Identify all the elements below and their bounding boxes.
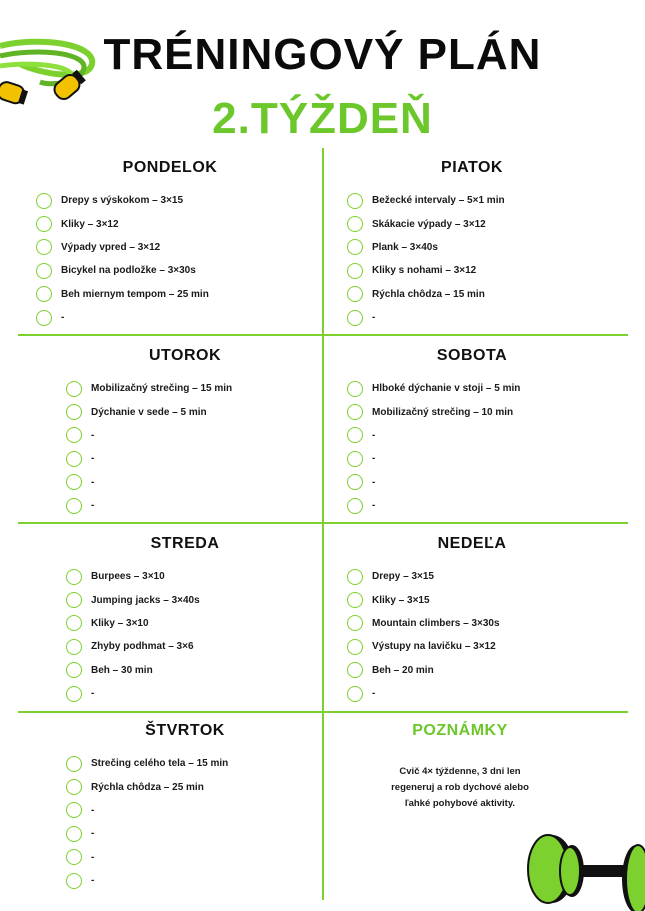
list-item (66, 612, 366, 635)
checkbox[interactable] (347, 310, 363, 326)
row-divider-1 (18, 334, 628, 336)
checkbox[interactable] (66, 451, 82, 467)
notes-line: ľahké pohybové aktivity. (404, 798, 516, 809)
day-title: NEDEĽA (437, 535, 507, 552)
exercise-label: Mobilizačný strečing – 10 min (372, 406, 514, 418)
exercise-label: Bicykel na podložke – 3×30s (61, 265, 196, 277)
notes-line: Cvič 4× týždenne, 3 dni len (399, 766, 521, 777)
list-item (347, 494, 645, 517)
list-item (66, 424, 366, 447)
exercise-label: - (372, 312, 376, 324)
exercise-label: - (91, 688, 95, 700)
exercise-label: Kliky – 3×12 (61, 218, 119, 230)
checkbox[interactable] (36, 216, 52, 232)
exercise-label: Kliky – 3×15 (372, 594, 430, 606)
day-section-utorok (66, 345, 366, 517)
notes-section (322, 720, 598, 812)
list-item (66, 471, 366, 494)
notes-text (322, 764, 598, 812)
list-item (347, 189, 645, 212)
checkbox[interactable] (66, 498, 82, 514)
list-item (66, 659, 366, 682)
day-section-pondelok (36, 157, 336, 329)
list-item (347, 659, 645, 682)
exercise-label: Výpady vpred – 3×12 (61, 241, 161, 253)
list-item (347, 236, 645, 259)
list-item (36, 259, 336, 282)
list-item (66, 799, 366, 822)
row-divider-3 (18, 711, 628, 713)
checkbox[interactable] (347, 451, 363, 467)
checkbox[interactable] (347, 498, 363, 514)
checkbox[interactable] (347, 216, 363, 232)
list-item (347, 306, 645, 329)
list-item (347, 682, 645, 705)
page-title: TRÉNINGOVÝ PLÁN (103, 30, 542, 79)
day-section-nedela (347, 533, 645, 705)
notes-line: regeneruj a rob dychové alebo (391, 782, 529, 793)
checkbox[interactable] (66, 662, 82, 678)
exercise-label: - (91, 875, 95, 887)
exercise-label: - (91, 828, 95, 840)
checkbox[interactable] (66, 639, 82, 655)
checkbox[interactable] (347, 662, 363, 678)
exercise-label: - (91, 429, 95, 441)
list-item (36, 189, 336, 212)
checkbox[interactable] (66, 404, 82, 420)
exercise-label: Plank – 3×40s (372, 241, 438, 253)
exercise-label: Dýchanie v sede – 5 min (91, 406, 207, 418)
day-section-stvrtok (66, 720, 366, 892)
exercise-label: Beh miernym tempom – 25 min (61, 288, 209, 300)
exercise-label: Výstupy na lavičku – 3×12 (372, 641, 496, 653)
exercise-label: Strečing celého tela – 15 min (91, 758, 229, 770)
exercise-label: - (91, 453, 95, 465)
checkbox[interactable] (66, 756, 82, 772)
exercise-label: - (91, 500, 95, 512)
exercise-label: - (372, 476, 376, 488)
list-item (66, 400, 366, 423)
checkbox[interactable] (347, 615, 363, 631)
list-item (66, 752, 366, 775)
list-item (66, 377, 366, 400)
checkbox[interactable] (347, 404, 363, 420)
checkbox[interactable] (347, 639, 363, 655)
list-item (347, 471, 645, 494)
checkbox[interactable] (66, 427, 82, 443)
exercise-label: Kliky s nohami – 3×12 (372, 265, 477, 277)
checkbox[interactable] (66, 615, 82, 631)
day-title: STREDA (150, 535, 220, 552)
list-item (66, 565, 366, 588)
checkbox[interactable] (347, 381, 363, 397)
list-item (347, 424, 645, 447)
checkbox[interactable] (347, 263, 363, 279)
day-title: PIATOK (441, 159, 503, 176)
list-item (36, 283, 336, 306)
week-subtitle: 2.TÝŽDEŇ (212, 94, 433, 143)
checkbox[interactable] (66, 592, 82, 608)
list-item (347, 588, 645, 611)
exercise-label: Beh – 20 min (372, 664, 434, 676)
exercise-label: Burpees – 3×10 (91, 571, 165, 583)
exercise-label: - (372, 688, 376, 700)
day-title: UTOROK (148, 347, 222, 364)
checkbox[interactable] (36, 239, 52, 255)
exercise-label: - (91, 804, 95, 816)
notes-title: POZNÁMKY (412, 722, 508, 739)
checkbox[interactable] (347, 427, 363, 443)
row-divider-2 (18, 522, 628, 524)
list-item (66, 822, 366, 845)
list-item (347, 635, 645, 658)
day-section-sobota (347, 345, 645, 517)
list-item (66, 447, 366, 470)
list-item (347, 377, 645, 400)
exercise-label: - (61, 312, 65, 324)
list-item (36, 236, 336, 259)
list-item (36, 306, 336, 329)
list-item (66, 635, 366, 658)
exercise-label: Mountain climbers – 3×30s (372, 617, 500, 629)
list-item (347, 447, 645, 470)
list-item (66, 494, 366, 517)
exercise-label: - (372, 453, 376, 465)
checkbox[interactable] (66, 474, 82, 490)
day-title: ŠTVRTOK (145, 722, 225, 739)
exercise-label: - (372, 429, 376, 441)
checkbox[interactable] (66, 873, 82, 889)
exercise-label: - (372, 500, 376, 512)
exercise-label: Drepy s výskokom – 3×15 (61, 195, 184, 207)
checkbox[interactable] (36, 263, 52, 279)
day-title: SOBOTA (436, 347, 508, 364)
checkbox[interactable] (347, 286, 363, 302)
checkbox[interactable] (347, 569, 363, 585)
checkbox[interactable] (66, 826, 82, 842)
exercise-label: - (91, 476, 95, 488)
checkbox[interactable] (347, 686, 363, 702)
day-section-piatok (347, 157, 645, 329)
list-item (347, 612, 645, 635)
dumbbell-icon (526, 833, 645, 911)
exercise-label: - (91, 851, 95, 863)
checkbox[interactable] (66, 802, 82, 818)
exercise-label: Hlboké dýchanie v stoji – 5 min (372, 383, 521, 395)
exercise-label: Drepy – 3×15 (372, 571, 434, 583)
checkbox[interactable] (36, 193, 52, 209)
list-item (347, 565, 645, 588)
exercise-label: Rýchla chôdza – 15 min (372, 288, 485, 300)
day-title: PONDELOK (122, 159, 218, 176)
exercise-label: Kliky – 3×10 (91, 617, 149, 629)
checkbox[interactable] (36, 286, 52, 302)
day-section-streda (66, 533, 366, 705)
exercise-label: Jumping jacks – 3×40s (91, 594, 200, 606)
exercise-label: Skákacie výpady – 3×12 (372, 218, 486, 230)
list-item (347, 212, 645, 235)
checkbox[interactable] (36, 310, 52, 326)
exercise-label: Bežecké intervaly – 5×1 min (372, 195, 505, 207)
exercise-label: Rýchla chôdza – 25 min (91, 781, 204, 793)
checkbox[interactable] (347, 239, 363, 255)
exercise-label: Beh – 30 min (91, 664, 153, 676)
checkbox[interactable] (66, 686, 82, 702)
checkbox[interactable] (66, 779, 82, 795)
list-item (66, 775, 366, 798)
list-item (347, 400, 645, 423)
list-item (66, 682, 366, 705)
list-item (66, 869, 366, 892)
exercise-label: Zhyby podhmat – 3×6 (91, 641, 194, 653)
checkbox[interactable] (66, 381, 82, 397)
checkbox[interactable] (347, 474, 363, 490)
exercise-label: Mobilizačný strečing – 15 min (91, 383, 233, 395)
list-item (66, 846, 366, 869)
checkbox[interactable] (347, 592, 363, 608)
checkbox[interactable] (66, 849, 82, 865)
list-item (36, 212, 336, 235)
checkbox[interactable] (66, 569, 82, 585)
list-item (347, 259, 645, 282)
checkbox[interactable] (347, 193, 363, 209)
list-item (347, 283, 645, 306)
list-item (66, 588, 366, 611)
